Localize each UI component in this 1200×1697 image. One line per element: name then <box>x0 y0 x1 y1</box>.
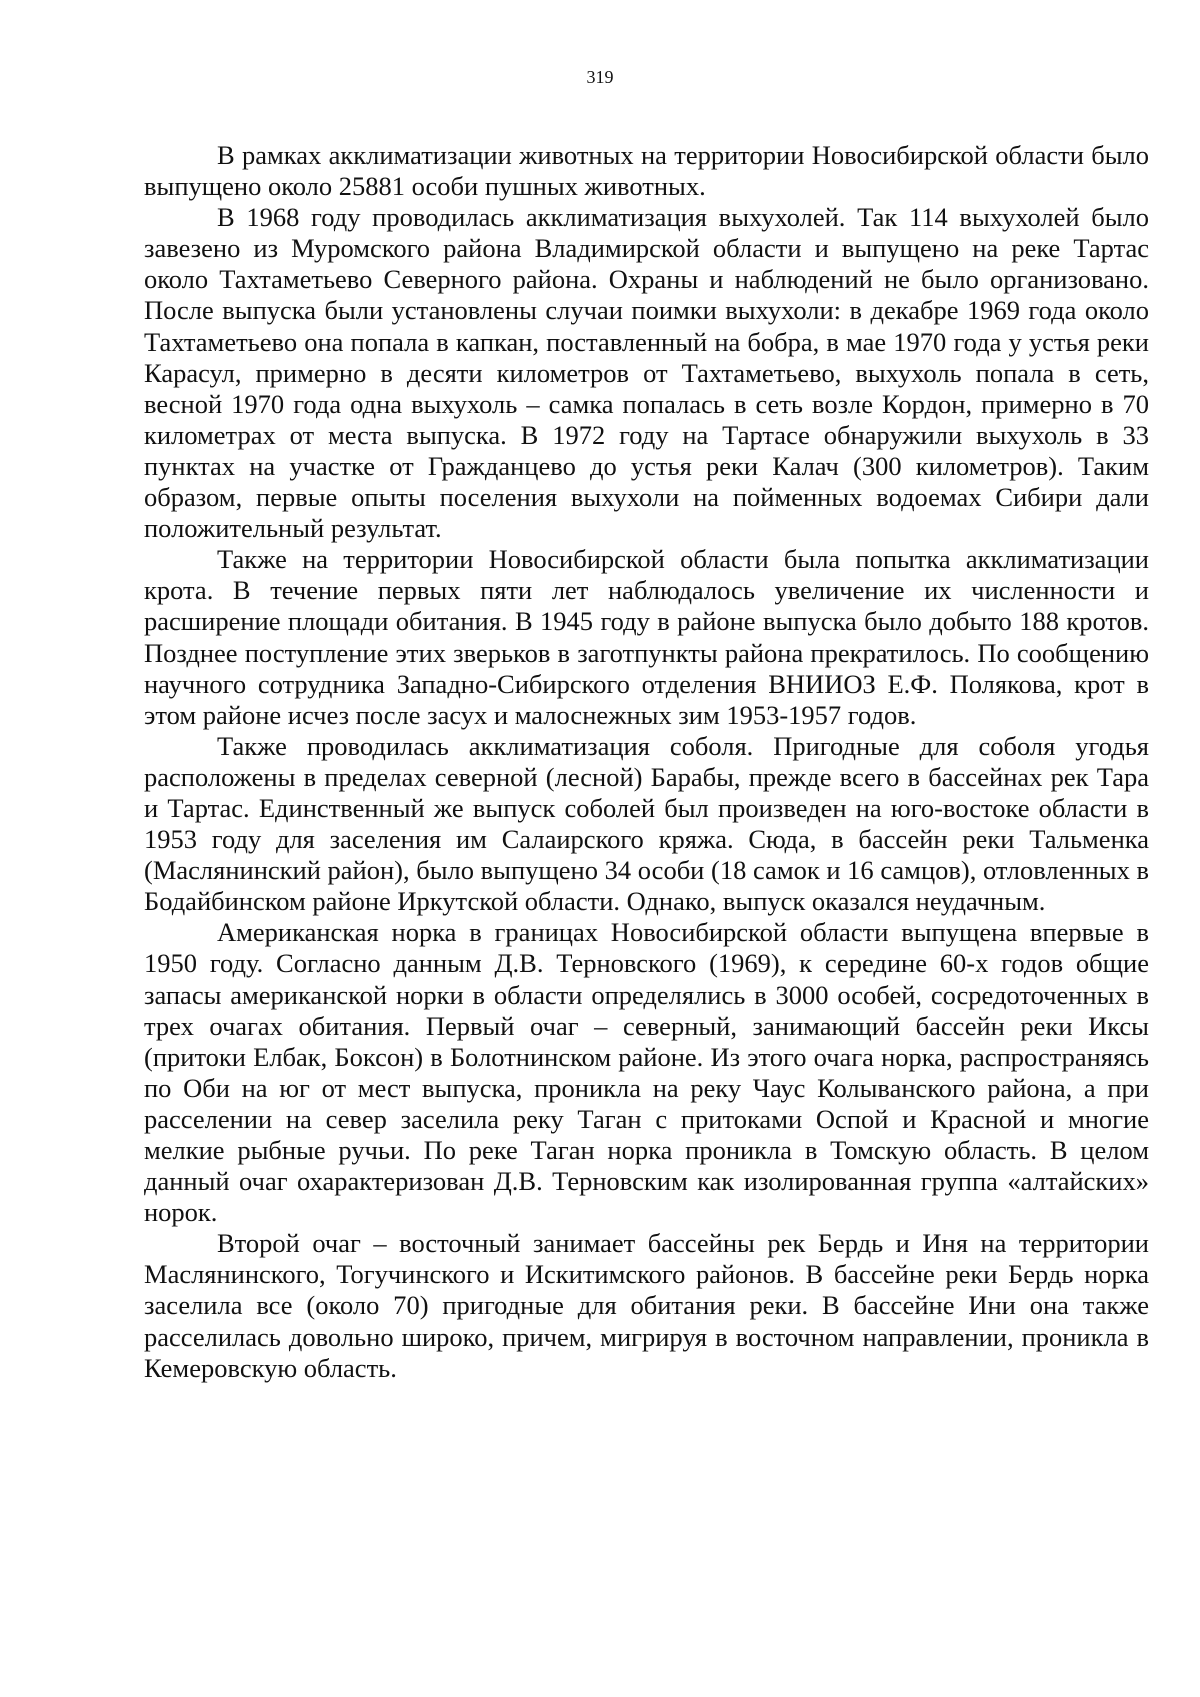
paragraph-acclimatization-summary: В рамках акклиматизации животных на территории Новосибирской области было выпущено около 25881 особи пушных животных. <box>144 140 1149 202</box>
paragraph-desman: В 1968 году проводилась акклиматизация выхухолей. Так 114 выхухолей было завезено из Муромского района Владимирской области и выпущено на реке Тартас около Тахтаметьево Северного района. Охраны и наблюдений не было организовано. После выпуска были установлены случаи поимки выхухоли: в декабре 1969 года около Тахтаметьево она попала в капкан, поставленный на бобра, в мае 1970 года у устья реки Карасул, примерно в десяти километров от Тахтаметьево, выхухоль попала в сеть, весной 1970 года одна выхухоль – самка попалась в сеть возле Кордон, примерно в 70 километрах от места выпуска. В 1972 году на Тартасе обнаружили выхухоль в 33 пунктах на участке от Гражданцево до устья реки Калач (300 километров). Таким образом, первые опыты поселения выхухоли на пойменных водоемах Сибири дали положительный результат. <box>144 202 1149 544</box>
paragraph-eastern-focus: Второй очаг – восточный занимает бассейны рек Бердь и Иня на территории Маслянинского, Тогучинского и Искитимского районов. В бассейне реки Бердь норка заселила все (около 70) пригодные для обитания реки. В бассейне Ини она также расселилась довольно широко, причем, мигрируя в восточном направлении, проникла в Кемеровскую область. <box>144 1228 1149 1383</box>
page-body <box>144 140 1149 1384</box>
paragraph-mole: Также на территории Новосибирской области была попытка акклиматизации крота. В течение первых пяти лет наблюдалось увеличение их численности и расширение площади обитания. В 1945 году в районе выпуска было добыто 188 кротов. Позднее поступление этих зверьков в заготпункты района прекратилось. По сообщению научного сотрудника Западно-Сибирского отделения ВНИИОЗ Е.Ф. Полякова, крот в этом районе исчез после засух и малоснежных зим 1953-1957 годов. <box>144 544 1149 730</box>
page-number: 319 <box>586 67 614 87</box>
paragraph-american-mink: Американская норка в границах Новосибирской области выпущена впервые в 1950 году. Согласно данным Д.В. Терновского (1969), к середине 60-х годов общие запасы американской норки в области определялись в 3000 особей, сосредоточенных в трех очагах обитания. Первый очаг – северный, занимающий бассейн реки Иксы (притоки Елбак, Боксон) в Болотнинском районе. Из этого очага норка, распространяясь по Оби на юг от мест выпуска, проникла на реку Чаус Колыванского района, а при расселении на север заселила реку Таган с притоками Оспой и Красной и многие мелкие рыбные ручьи. По реке Таган норка проникла в Томскую область. В целом данный очаг охарактеризован Д.В. Терновским как изолированная группа «алтайских» норок. <box>144 917 1149 1228</box>
paragraph-sable: Также проводилась акклиматизация соболя. Пригодные для соболя угодья расположены в пределах северной (лесной) Барабы, прежде всего в бассейнах рек Тара и Тартас. Единственный же выпуск соболей был произведен на юго-востоке области в 1953 году для заселения им Салаирского кряжа. Сюда, в бассейн реки Тальменка (Маслянинский район), было выпущено 34 особи (18 самок и 16 самцов), отловленных в Бодайбинском районе Иркутской области. Однако, выпуск оказался неудачным. <box>144 730 1149 917</box>
